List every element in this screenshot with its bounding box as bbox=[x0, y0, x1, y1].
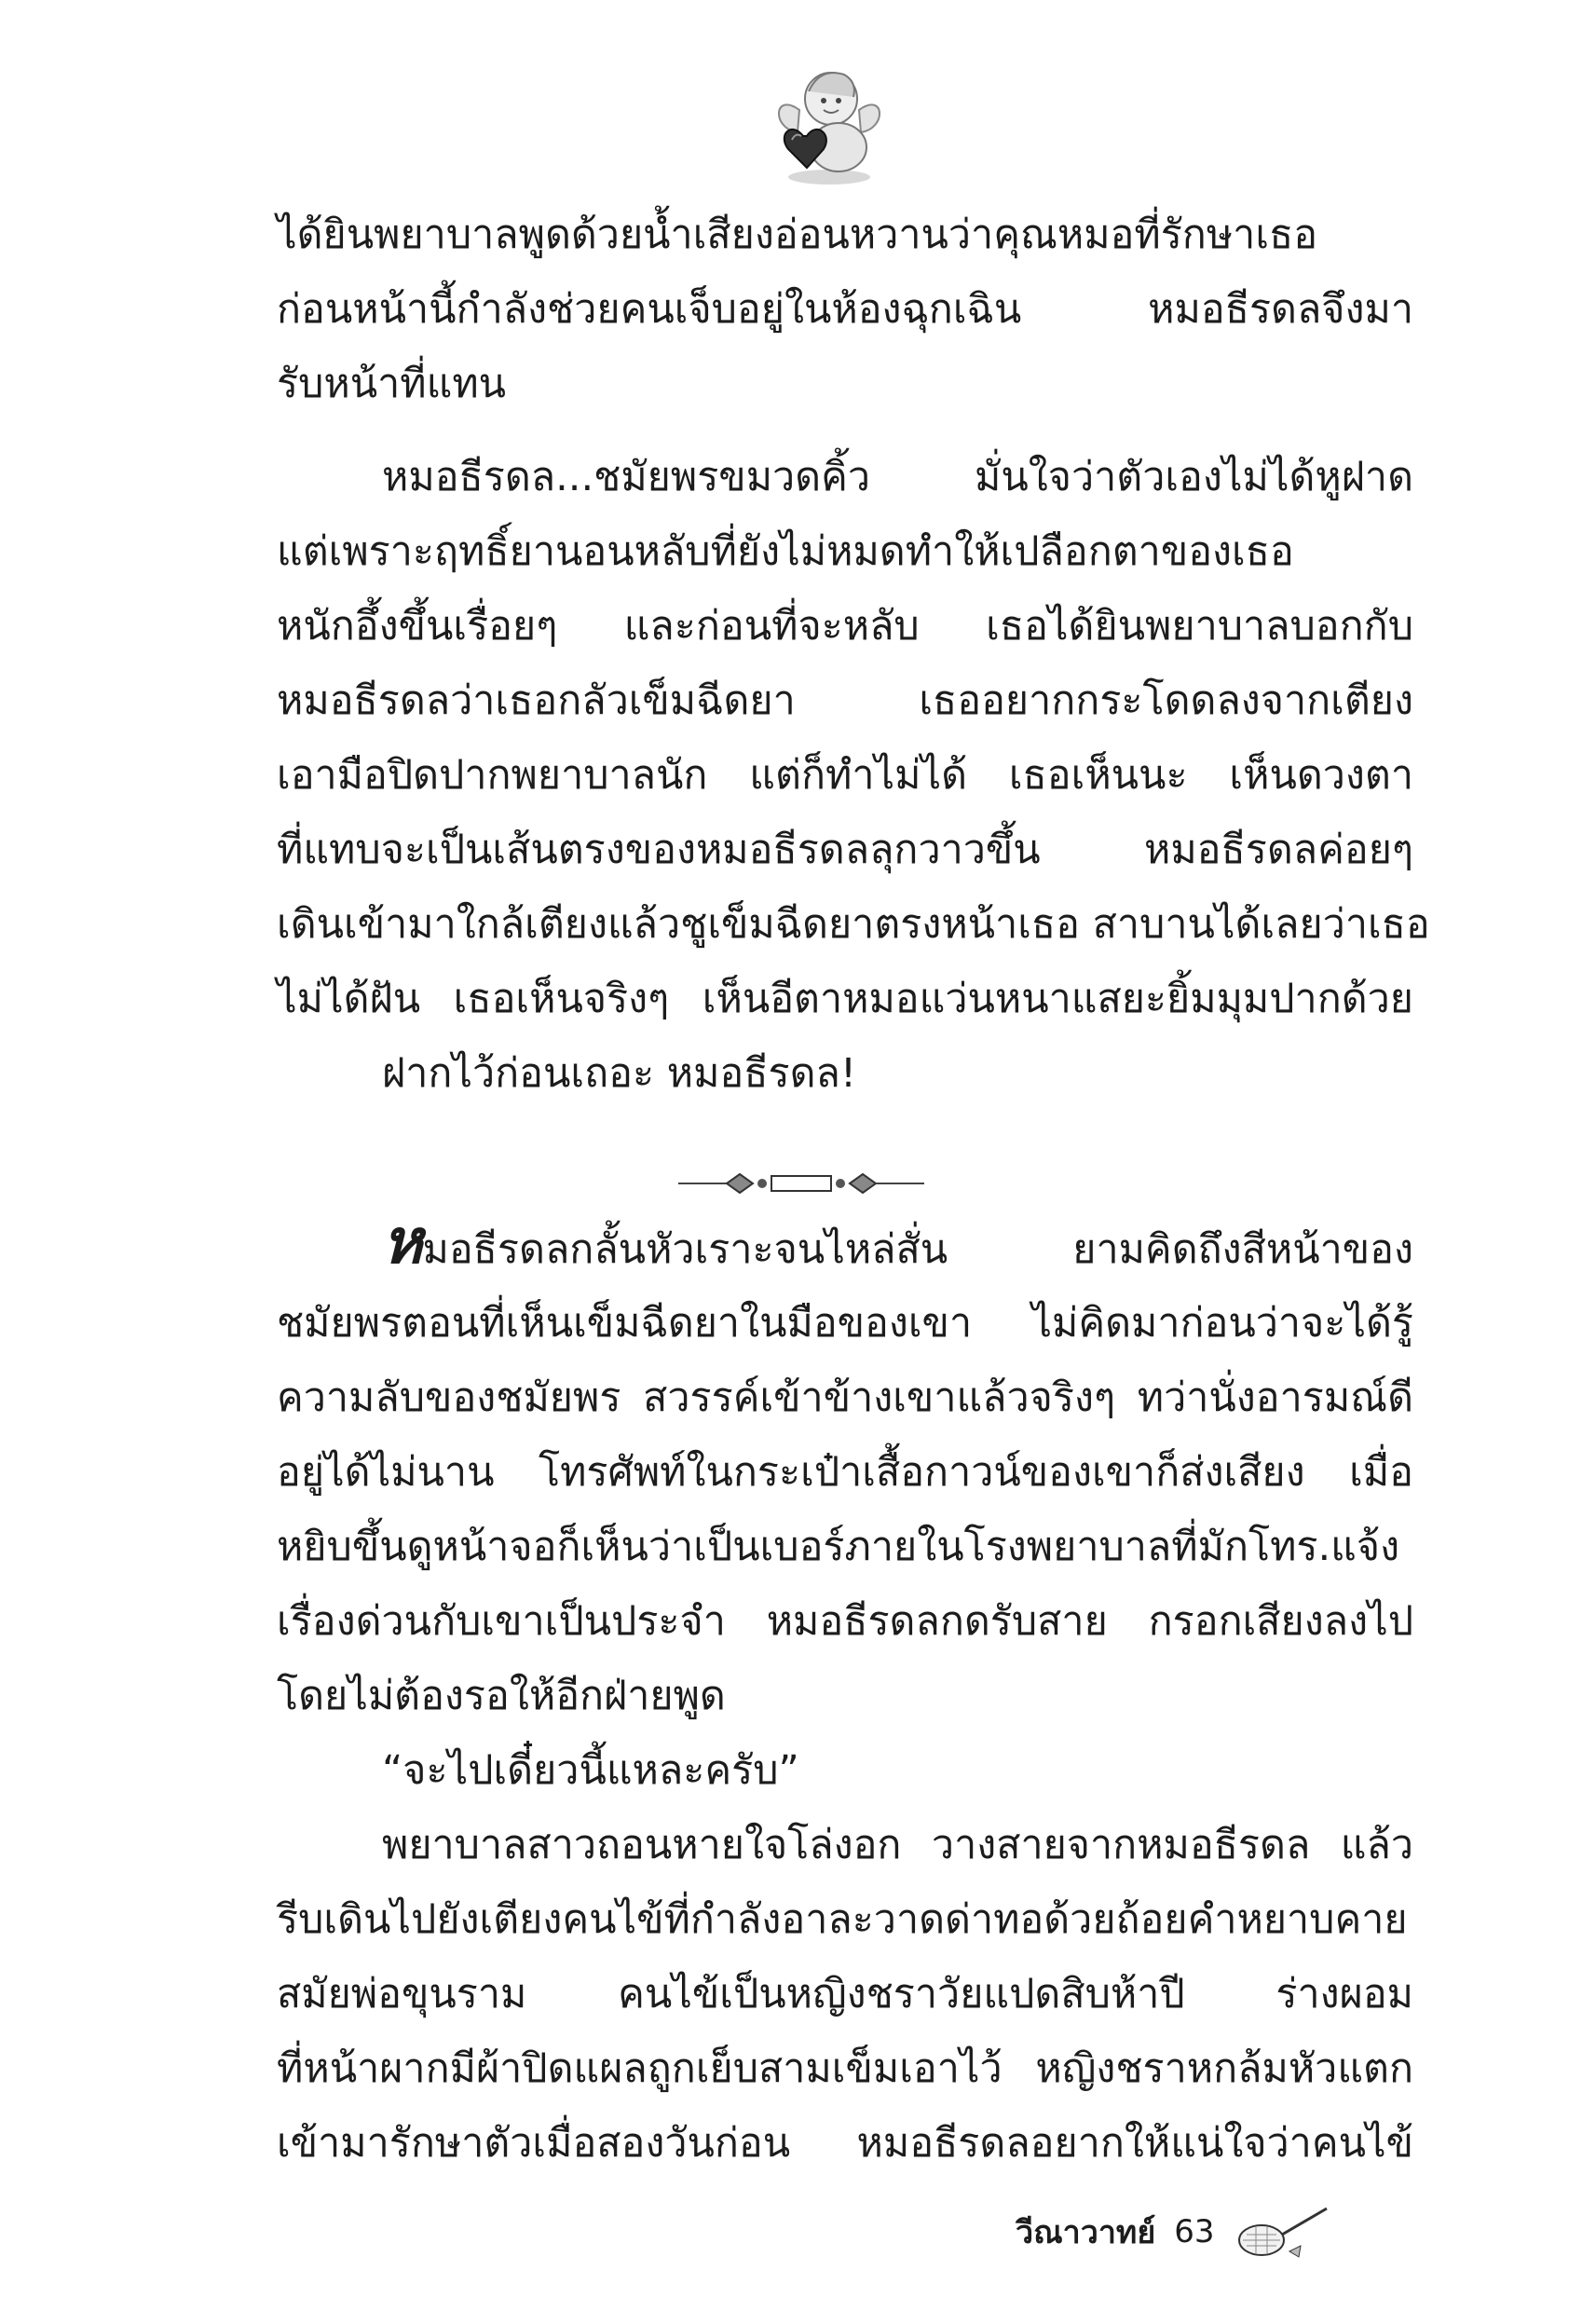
book-title: วีณาวาทย์ bbox=[1016, 2214, 1156, 2251]
text-line: ไม่ได้ฝัน เธอเห็นจริงๆ เห็นอีตาหมอแว่นหนาแสยะยิ้มมุมปากด้วย bbox=[277, 976, 1413, 1022]
dialogue-line bbox=[277, 1733, 1413, 1808]
page-number: 63 bbox=[1174, 2213, 1215, 2250]
drop-cap: ห bbox=[382, 1206, 423, 1278]
text-line: รับหน้าที่แทน bbox=[277, 361, 507, 407]
text-line: อยู่ได้ไม่นาน โทรศัพท์ในกระเป๋าเสื้อกาวน์ของเขาก็ส่งเสียง เมื่อ bbox=[277, 1449, 1413, 1496]
text-line: เดินเข้ามาใกล้เตียงแล้วชูเข็มฉีดยาตรงหน้าเธอ สาบานได้เลยว่าเธอ bbox=[277, 901, 1430, 948]
text-line: เรื่องด่วนกับเขาเป็นประจำ หมอธีรดลกดรับสาย กรอกเสียงลงไป bbox=[277, 1598, 1413, 1645]
text-line: ความลับของชมัยพร สวรรค์เข้าข้างเขาแล้วจริงๆ ทว่านั่งอารมณ์ดี bbox=[277, 1374, 1413, 1421]
text-line-rest: มอธีรดลกลั้นหัวเราะจนไหล่สั่น ยามคิดถึงสีหน้าของ bbox=[422, 1226, 1413, 1273]
text-line: หยิบขึ้นดูหน้าจอก็เห็นว่าเป็นเบอร์ภายในโรงพยาบาลที่มักโทร.แจ้ง bbox=[277, 1524, 1400, 1570]
text-line: ฝากไว้ก่อนเถอะ หมอธีรดล! bbox=[382, 1050, 857, 1097]
text-line: ที่หน้าผากมีผ้าปิดแผลถูกเย็บสามเข็มเอาไว้ หญิงชราหกล้มหัวแตก bbox=[277, 2045, 1413, 2092]
text-line: สมัยพ่อขุนราม คนไข้เป็นหญิงชราวัยแปดสิบห้าปี ร่างผอม bbox=[277, 1971, 1413, 2017]
paragraph bbox=[277, 1036, 1413, 1111]
text-line: หมอธีรดลว่าเธอกลัวเข็มฉีดยา เธออยากกระโดดลงจากเตียง bbox=[277, 677, 1413, 724]
cupid-heart-icon bbox=[764, 54, 894, 194]
text-line: หนักอึ้งขึ้นเรื่อยๆ และก่อนที่จะหลับ เธอได้ยินพยาบาลบอกกับ bbox=[277, 603, 1413, 650]
ornament-divider bbox=[671, 1165, 932, 1202]
text-line: ชมัยพรตอนที่เห็นเข็มฉีดยาในมือของเขา ไม่คิดมาก่อนว่าจะได้รู้ bbox=[277, 1300, 1413, 1347]
paragraph-continued bbox=[277, 198, 1413, 421]
paragraph bbox=[277, 440, 1430, 1036]
text-line: เอามือปิดปากพยาบาลนัก แต่ก็ทำไม่ได้ เธอเห็นนะ เห็นดวงตา bbox=[277, 752, 1413, 799]
text-line: เข้ามารักษาตัวเมื่อสองวันก่อน หมอธีรดลอยากให้แน่ใจว่าคนไข้ bbox=[277, 2120, 1413, 2167]
text-line: “จะไปเดี๋ยวนี้แหละครับ” bbox=[382, 1747, 799, 1794]
text-line bbox=[277, 1206, 1413, 1286]
text-line: พยาบาลสาวถอนหายใจโล่งอก วางสายจากหมอธีรดล แล้ว bbox=[382, 1822, 1413, 1868]
text-line: ได้ยินพยาบาลพูดด้วยน้ำเสียงอ่อนหวานว่าคุณหมอที่รักษาเธอ bbox=[277, 212, 1318, 258]
text-line: โดยไม่ต้องรอให้อีกฝ่ายพูด bbox=[277, 1673, 726, 1719]
badminton-racket-icon bbox=[1234, 2199, 1336, 2264]
text-line: ที่แทบจะเป็นเส้นตรงของหมอธีรดลลุกวาวขึ้น หมอธีรดลค่อยๆ bbox=[277, 827, 1413, 873]
text-line: หมอธีรดล...ชมัยพรขมวดคิ้ว มั่นใจว่าตัวเองไม่ได้หูฝาด bbox=[382, 454, 1413, 500]
text-line: ก่อนหน้านี้กำลังช่วยคนเจ็บอยู่ในห้องฉุกเฉิน หมอธีรดลจึงมา bbox=[277, 286, 1413, 333]
paragraph-section-start bbox=[277, 1206, 1413, 1733]
page-footer bbox=[1016, 2204, 1336, 2260]
paragraph bbox=[277, 1808, 1413, 2181]
text-line: แต่เพราะฤทธิ์ยานอนหลับที่ยังไม่หมดทำให้เปลือกตาของเธอ bbox=[277, 528, 1294, 575]
text-line: รีบเดินไปยังเตียงคนไข้ที่กำลังอาละวาดด่าทอด้วยถ้อยคำหยาบคาย bbox=[277, 1896, 1408, 1943]
